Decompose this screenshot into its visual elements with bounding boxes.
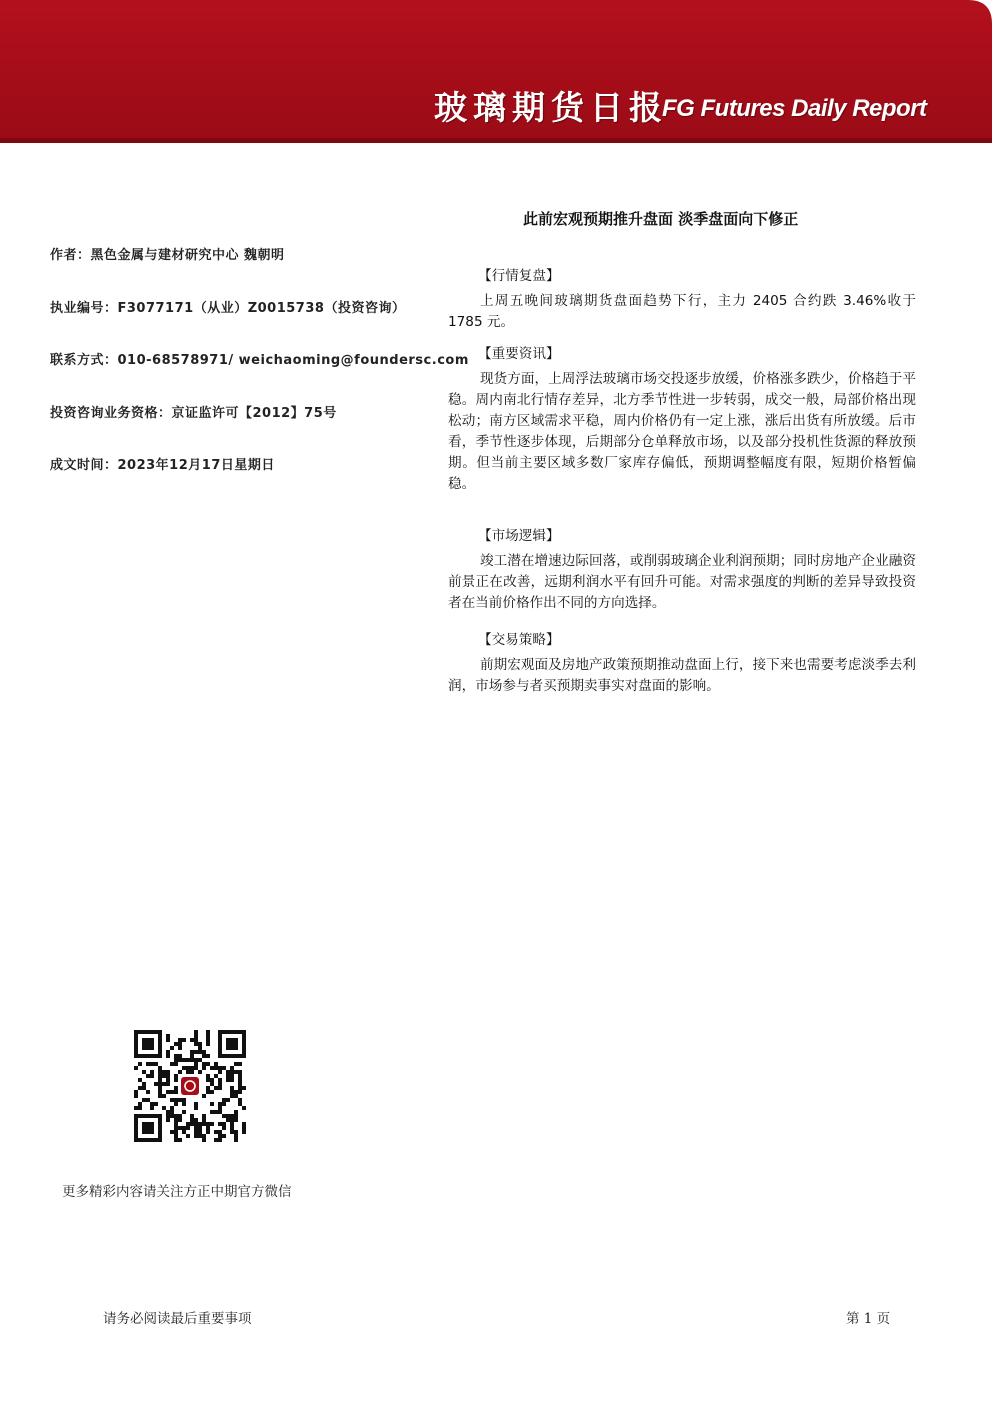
qualification-line: 投资咨询业务资格：京证监许可【2012】75号 bbox=[50, 406, 337, 421]
section-text-review: 上周五晚间玻璃期货盘面趋势下行，主力 2405 合约跌 3.46%收于 1785 元。 bbox=[448, 293, 916, 330]
footer-notice: 请务必阅读最后重要事项 bbox=[103, 1311, 252, 1327]
author-line: 作者：黑色金属与建材研究中心 魏朝明 bbox=[50, 248, 285, 263]
license-line: 执业编号：F3077171（从业）Z0015738（投资咨询） bbox=[50, 301, 406, 316]
report-title-cn: 玻璃期货日报 bbox=[434, 88, 668, 127]
qr-code-graphic bbox=[134, 1030, 246, 1142]
qr-caption: 更多精彩内容请关注方正中期官方微信 bbox=[62, 1184, 292, 1200]
section-text-news: 现货方面，上周浮法玻璃市场交投逐步放缓，价格涨多跌少，价格趋于平稳。周内南北行情存差异，北方季节性进一步转弱，成交一般，局部价格出现松动；南方区域需求平稳，周内价格仍有一定上涨，涨后出货有所放缓。后市看，季节性逐步体现，后期部分仓单释放市场，以及部分投机性货源的释放预期。但当前主要区域多数厂家库存偏低，预期调整幅度有限，短期价格暂偏稳。 bbox=[448, 371, 916, 492]
section-text-logic: 竣工潜在增速边际回落，或削弱玻璃企业利润预期；同时房地产企业融资前景正在改善，远期利润水平有回升可能。对需求强度的判断的差异导致投资者在当前价格作出不同的方向选择。 bbox=[448, 553, 916, 611]
section-heading-news: 【重要资讯】 bbox=[478, 346, 560, 362]
contact-line: 联系方式：010-68578971/ weichaoming@foundersc.com bbox=[50, 353, 469, 368]
section-heading-review: 【行情复盘】 bbox=[478, 268, 560, 284]
section-text-strategy: 前期宏观面及房地产政策预期推动盘面上行，接下来也需要考虑淡季去利润，市场参与者买预期卖事实对盘面的影响。 bbox=[448, 657, 916, 694]
date-line: 成文时间：2023年12月17日星期日 bbox=[50, 458, 275, 473]
header-banner bbox=[0, 0, 992, 143]
qr-code-icon bbox=[134, 1030, 246, 1142]
report-title-en: FG Futures Daily Report bbox=[662, 95, 927, 122]
section-heading-logic: 【市场逻辑】 bbox=[478, 528, 560, 544]
article-title: 此前宏观预期推升盘面 淡季盘面向下修正 bbox=[523, 210, 799, 228]
section-heading-strategy: 【交易策略】 bbox=[478, 632, 560, 648]
page-number: 第 1 页 bbox=[846, 1311, 891, 1327]
